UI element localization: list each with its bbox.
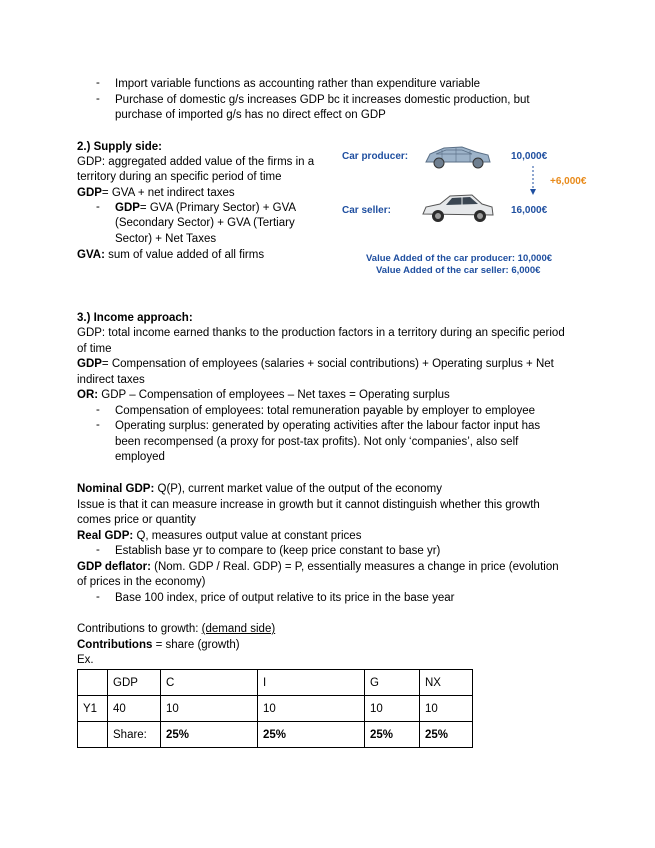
real-gdp <box>77 529 361 544</box>
table-cell: 40 <box>108 696 161 722</box>
car-seller-value: 16,000€ <box>511 205 548 216</box>
table-cell: Y1 <box>78 696 108 722</box>
contrib-line-2 <box>77 638 240 653</box>
table-cell: 25% <box>258 722 365 748</box>
car-producer-label: Car producer: <box>342 151 409 162</box>
supply-def-1: GDP: aggregated added value of the firms in a <box>77 156 315 168</box>
income-def-1: GDP: total income earned thanks to the production factors in a territory during an specific period <box>77 327 565 339</box>
car-seller-label: Car seller: <box>342 205 391 216</box>
nominal-gdp <box>77 482 442 497</box>
example-label: Ex. <box>77 654 94 666</box>
bullet-dash: - <box>96 404 100 416</box>
gdp-deflator-2: of prices in the economy) <box>77 576 206 588</box>
table-row <box>78 670 473 696</box>
supply-def-2: territory during an specific period of time <box>77 171 282 183</box>
table-cell: 25% <box>420 722 473 748</box>
table-row <box>78 722 473 748</box>
table-cell <box>78 670 108 696</box>
supply-sub-3: Sector) + Net Taxes <box>115 233 217 245</box>
bullet-dash: - <box>96 93 100 105</box>
car-producer-value: 10,000€ <box>511 151 548 162</box>
nominal-gdp-rest: Q(P), current market value of the output of the economy <box>154 483 442 495</box>
income-formula-gdp: GDP <box>77 358 102 370</box>
income-heading: 3.) Income approach: <box>77 312 193 324</box>
table-cell: 10 <box>365 696 420 722</box>
income-bullet-2a: Operating surplus: generated by operating activities after the labour factor input has <box>115 420 541 432</box>
bullet-dash: - <box>96 419 100 431</box>
gdp-deflator-bullet: Base 100 index, price of output relative to its price in the base year <box>115 592 455 604</box>
nominal-gdp-label: Nominal GDP: <box>77 483 155 495</box>
bullet-dash: - <box>96 77 100 89</box>
contributions-table <box>77 669 473 748</box>
gdp-deflator-label: GDP deflator: <box>77 561 151 573</box>
table-cell: G <box>365 670 420 696</box>
gva-definition <box>77 248 264 263</box>
va-seller: Value Added of the car seller: 6,000€ <box>376 265 541 276</box>
table-cell: 10 <box>258 696 365 722</box>
contrib-rest: = share (growth) <box>152 639 240 651</box>
income-bullet-2c: employed <box>115 451 165 463</box>
real-gdp-rest: Q, measures output value at constant prices <box>133 530 362 542</box>
gdp-deflator <box>77 560 559 575</box>
car-chassis-image <box>422 140 494 175</box>
income-bullet-2b: been recompensed (a proxy for post-tax profits). Not only ‘companies’, also self <box>115 436 519 448</box>
supply-sub-gdp: GDP <box>115 202 140 214</box>
table-cell: NX <box>420 670 473 696</box>
table-cell: 25% <box>161 722 258 748</box>
intro-bullet-1: Import variable functions as accounting rather than expenditure variable <box>115 78 481 90</box>
supply-heading: 2.) Supply side: <box>77 141 162 153</box>
bullet-dash: - <box>96 201 100 213</box>
car-image <box>420 190 496 229</box>
income-or-rest: GDP – Compensation of employees – Net taxes = Operating surplus <box>98 389 450 401</box>
nominal-issue-1: Issue is that it can measure increase in growth but it cannot distinguish whether this growth <box>77 499 540 511</box>
gva-rest: sum of value added of all firms <box>104 249 265 261</box>
table-cell: 25% <box>365 722 420 748</box>
supply-sub-2: (Secondary Sector) + GVA (Tertiary <box>115 217 295 229</box>
table-cell: I <box>258 670 365 696</box>
supply-formula-rest: = GVA + net indirect taxes <box>101 187 235 199</box>
table-cell: 10 <box>420 696 473 722</box>
table-cell: GDP <box>108 670 161 696</box>
supply-formula <box>77 186 235 201</box>
supply-sub-1 <box>115 201 296 216</box>
supply-sub-1-rest: = GVA (Primary Sector) + GVA <box>139 202 297 214</box>
arrow-down-icon <box>529 166 537 199</box>
intro-bullet-2b: purchase of imported g/s has no direct effect on GDP <box>115 109 386 121</box>
contrib-line-1 <box>77 622 275 637</box>
va-producer: Value Added of the car producer: 10,000€ <box>366 253 553 264</box>
gdp-deflator-rest: (Nom. GDP / Real. GDP) = P, essentially measures a change in price (evolution <box>150 561 559 573</box>
contrib-label: Contributions <box>77 639 153 651</box>
gva-label: GVA: <box>77 249 105 261</box>
income-formula-2: indirect taxes <box>77 374 145 386</box>
income-or <box>77 388 450 403</box>
table-cell: 10 <box>161 696 258 722</box>
bullet-dash: - <box>96 544 100 556</box>
income-bullet-1: Compensation of employees: total remuneration payable by employer to employee <box>115 405 535 417</box>
income-or-label: OR: <box>77 389 99 401</box>
intro-bullet-2a: Purchase of domestic g/s increases GDP bc it increases domestic production, but <box>115 94 530 106</box>
real-gdp-bullet: Establish base yr to compare to (keep price constant to base yr) <box>115 545 441 557</box>
real-gdp-label: Real GDP: <box>77 530 134 542</box>
table-cell: Share: <box>108 722 161 748</box>
table-cell: C <box>161 670 258 696</box>
table-cell <box>78 722 108 748</box>
contrib-underlined: (demand side) <box>201 623 276 635</box>
income-formula-1 <box>77 357 554 372</box>
table-row <box>78 696 473 722</box>
income-formula-rest: = Compensation of employees (salaries + social contributions) + Operating surplus + Net <box>101 358 554 370</box>
nominal-issue-2: comes price or quantity <box>77 514 196 526</box>
supply-formula-gdp: GDP <box>77 187 102 199</box>
contrib-pre: Contributions to growth: <box>77 623 202 635</box>
income-def-2: of time <box>77 343 112 355</box>
bullet-dash: - <box>96 591 100 603</box>
value-difference: +6,000€ <box>550 176 587 187</box>
